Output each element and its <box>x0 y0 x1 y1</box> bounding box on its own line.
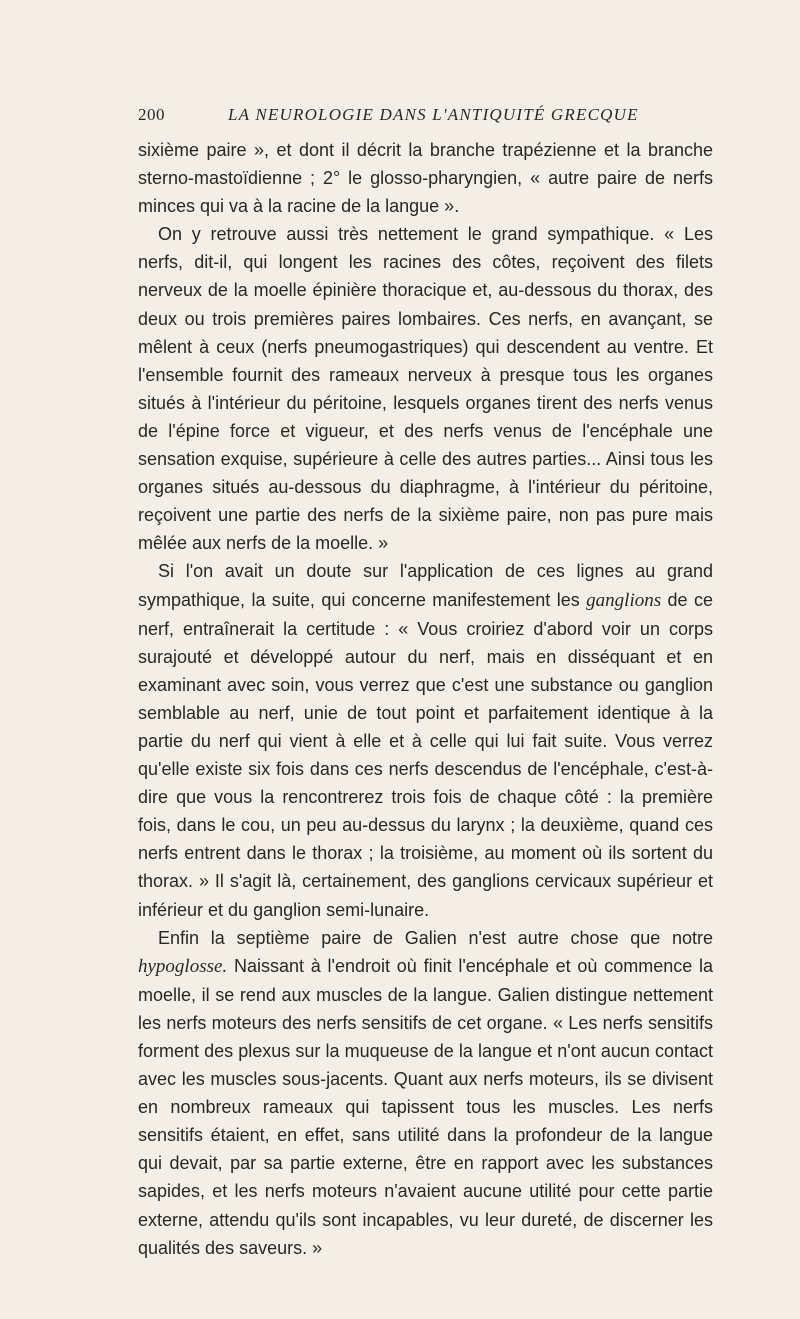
body-text <box>138 136 713 1262</box>
running-title: LA NEUROLOGIE DANS L'ANTIQUITÉ GRECQUE <box>228 105 639 124</box>
page-number: 200 <box>138 105 165 124</box>
paragraph-1: sixième paire », et dont il décrit la branche trapézienne et la branche sterno-mastoïdienne ; 2° le glosso-pharyngien, « autre paire de nerfs minces qui va à la racine de la langue ». <box>138 140 713 217</box>
paragraph-4-part-2: Naissant à l'endroit où finit l'encéphale et où commence la moelle, il se rend aux muscles de la langue. Galien distingue nettement les nerfs moteurs des nerfs sensitifs de cet organe. « Les nerfs sensitifs forment des plexus sur la muqueuse de la langue et n'ont aucun contact avec les muscles sous-jacents. Quant aux nerfs moteurs, ils se divisent en nombreux rameaux qui tapissent tous les muscles. Les nerfs sensitifs étaient, en effet, sans utilité dans la profondeur de la langue qui devait, par sa partie externe, être en rapport avec les substances sapides, et les nerfs moteurs n'avaient aucune utilité pour cette partie externe, attendu qu'ils sont incapables, vu leur dureté, de discerner les qualités des saveurs. » <box>138 955 713 1258</box>
paragraph-3 <box>138 557 713 923</box>
paragraph-2: On y retrouve aussi très nettement le grand sympathique. « Les nerfs, dit-il, qui longent les racines des côtes, reçoivent des filets nerveux de la moelle épinière thoracique et, au-dessous du thorax, des deux ou trois premières paires lombaires. Ces nerfs, en avançant, se mêlent à ceux (nerfs pneumogastriques) qui descendent au ventre. Et l'ensemble fournit des rameaux nerveux à presque tous les organes situés à l'intérieur du péritoine, lesquels organes tirent des nerfs venus de l'épine force et vigueur, et des nerfs venus de l'encéphale une sensation exquise, supérieure à celle des autres parties... Ainsi tous les organes situés au-dessous du diaphragme, à l'intérieur du péritoine, reçoivent une partie des nerfs de la sixième paire, non pas pure mais mêlée aux nerfs de la moelle. » <box>138 224 713 554</box>
paragraph-3-part-1: Si l'on avait un doute sur l'application de ces lignes au grand sympathique, la suite, qui concerne manifestement les <box>138 561 713 610</box>
emphasis-hypoglosse: hypoglosse. <box>138 955 228 977</box>
emphasis-ganglions: ganglions <box>586 589 662 611</box>
paragraph-3-part-2: de ce nerf, entraînerait la certitude : « Vous croiriez d'abord voir un corps surajouté et développé autour du nerf, mais en disséquant et en examinant avec soin, vous verrez que c'est une substance ou ganglion semblable au nerf, unie de tout point et parfaitement identique à la partie du nerf qui vient à elle et à celle qui lui fait suite. Vous verrez qu'elle existe six fois dans ces nerfs descendus de l'encéphale, c'est-à-dire que vous la rencontrerez trois fois de chaque côté : la première fois, dans le cou, un peu au-dessus du larynx ; la deuxième, quand ces nerfs entrent dans le thorax ; la troisième, au moment où ils sortent du thorax. » Il s'agit là, certainement, des ganglions cervicaux supérieur et inférieur et du ganglion semi-lunaire. <box>138 589 713 920</box>
paragraph-4-part-1: Enfin la septième paire de Galien n'est autre chose que notre <box>158 927 713 948</box>
paragraph-4 <box>138 924 713 1262</box>
